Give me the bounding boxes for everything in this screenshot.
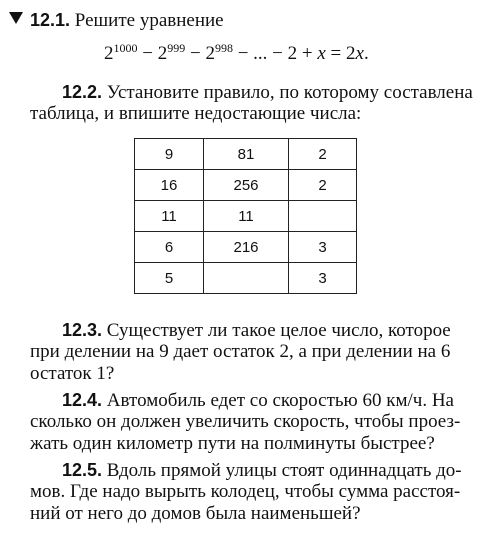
equation: [104, 43, 369, 65]
table-row: [135, 232, 357, 263]
table-cell: 81: [204, 139, 289, 170]
eq-variable: x: [355, 43, 364, 64]
table-row: [135, 201, 357, 232]
problem-12-3-line-1: [62, 319, 474, 342]
triangle-down-icon: [9, 12, 23, 24]
eq-end: .: [363, 43, 369, 64]
problem-12-5-line-2: мов. Где надо вырыть колодец, чтобы сумма расстоя-: [30, 481, 461, 502]
problem-12-1-heading: [30, 9, 474, 32]
table-row: [135, 170, 357, 201]
table-cell: 2: [289, 139, 357, 170]
eq-base: 2: [157, 43, 168, 64]
table-cell: 6: [135, 232, 204, 263]
table-cell: 3: [289, 263, 357, 294]
table-cell: 11: [204, 201, 289, 232]
table-cell: 9: [135, 139, 204, 170]
eq-exponent: 1000: [113, 41, 138, 55]
table-cell: 16: [135, 170, 204, 201]
table-cell: [289, 201, 357, 232]
eq-op: −: [185, 43, 206, 64]
problem-12-2-line-1: [62, 81, 474, 104]
problem-text: Вдоль прямой улицы стоят одиннадцать до-: [106, 460, 462, 481]
problem-12-3-line-3: остаток 1?: [30, 363, 115, 384]
problem-12-2-line-2: таблица, и впишите недостающие числа:: [30, 103, 362, 124]
problem-text: Существует ли такое целое число, которое: [106, 320, 451, 341]
problem-number: 12.1.: [30, 10, 71, 30]
problem-text: Решите уравнение: [74, 10, 224, 31]
eq-rest: − ... − 2 +: [232, 43, 318, 64]
problem-number: 12.5.: [62, 460, 103, 480]
table-row: [135, 139, 357, 170]
problem-number: 12.2.: [62, 82, 103, 102]
problem-number: 12.3.: [62, 320, 103, 340]
problem-12-4-line-2: сколько он должен увеличить скорость, чтобы проез-: [30, 411, 461, 432]
problem-12-5-line-1: [62, 459, 474, 482]
problem-text: Автомобиль едет со скоростью 60 км/ч. На: [106, 390, 454, 411]
eq-equals: = 2: [325, 43, 356, 64]
table-cell: 216: [204, 232, 289, 263]
table-cell: 2: [289, 170, 357, 201]
problem-12-5-line-3: ний от него до домов была наименьшей?: [30, 503, 361, 524]
eq-op: −: [137, 43, 158, 64]
table-cell: [204, 263, 289, 294]
number-table: [134, 138, 357, 294]
problem-number: 12.4.: [62, 390, 103, 410]
problem-12-3-line-2: при делении на 9 дает остаток 2, а при делении на 6: [30, 341, 451, 362]
eq-base: 2: [205, 43, 215, 64]
table-cell: 5: [135, 263, 204, 294]
problem-text: Установите правило, по которому составлена: [106, 82, 473, 103]
problem-12-4-line-1: [62, 389, 474, 412]
table-row: [135, 263, 357, 294]
table-cell: 3: [289, 232, 357, 263]
table-cell: 256: [204, 170, 289, 201]
eq-base: 2: [104, 43, 114, 64]
eq-exponent: 999: [167, 41, 186, 55]
eq-exponent: 998: [214, 41, 233, 55]
problem-12-4-line-3: жать один километр пути на полминуты быстрее?: [30, 433, 435, 454]
table-cell: 11: [135, 201, 204, 232]
eq-variable: x: [317, 43, 326, 64]
